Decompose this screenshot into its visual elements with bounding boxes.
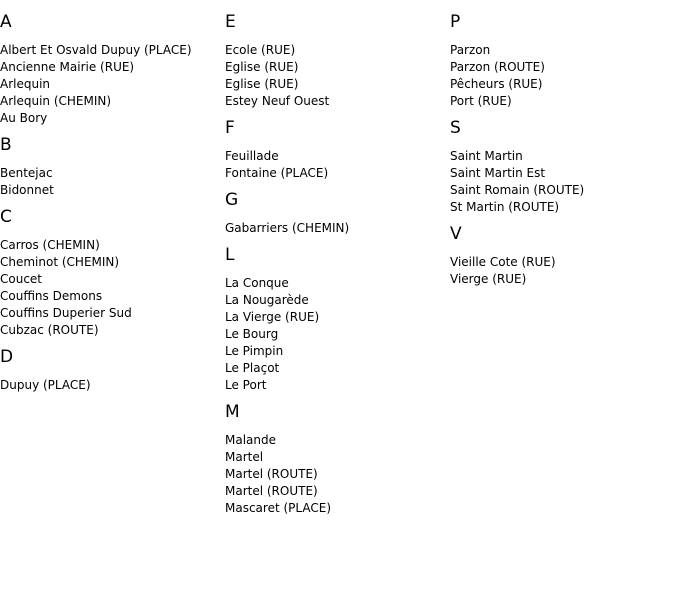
street-link[interactable]: Martel <box>225 450 264 464</box>
column-1 <box>0 12 225 402</box>
street-link[interactable]: Saint Martin Est <box>450 166 546 180</box>
street-link[interactable]: Estey Neuf Ouest <box>225 94 330 108</box>
street-link[interactable]: Saint Romain (ROUTE) <box>450 183 585 197</box>
street-list <box>450 254 675 288</box>
letter-group-d <box>0 347 225 394</box>
street-link[interactable]: Dupuy (PLACE) <box>0 378 91 392</box>
street-link[interactable]: Au Bory <box>0 111 48 125</box>
street-link[interactable]: Vierge (RUE) <box>450 272 527 286</box>
street-link[interactable]: Martel (ROUTE) <box>225 484 318 498</box>
street-link[interactable]: St Martin (ROUTE) <box>450 200 560 214</box>
letter-heading: S <box>450 118 461 138</box>
street-link[interactable]: Bentejac <box>0 166 53 180</box>
letter-group-b <box>0 135 225 199</box>
street-link[interactable]: Arlequin (CHEMIN) <box>0 94 112 108</box>
street-link[interactable]: Albert Et Osvald Dupuy (PLACE) <box>0 43 192 57</box>
letter-group-c <box>0 207 225 339</box>
street-link[interactable]: La Nougarède <box>225 293 309 307</box>
street-link[interactable]: Le Plaçot <box>225 361 280 375</box>
street-list <box>0 377 225 394</box>
street-link[interactable]: Eglise (RUE) <box>225 60 299 74</box>
street-link[interactable]: Fontaine (PLACE) <box>225 166 329 180</box>
column-2 <box>225 12 450 525</box>
street-link[interactable]: Mascaret (PLACE) <box>225 501 332 515</box>
street-link[interactable]: Parzon <box>450 43 491 57</box>
street-link[interactable]: Vieille Cote (RUE) <box>450 255 556 269</box>
letter-group-l <box>225 245 450 394</box>
street-link[interactable]: Martel (ROUTE) <box>225 467 318 481</box>
letter-group-f <box>225 118 450 182</box>
street-list <box>225 148 450 182</box>
letter-heading: G <box>225 190 239 210</box>
street-list <box>0 42 225 127</box>
letter-heading: E <box>225 12 236 32</box>
street-link[interactable]: Le Bourg <box>225 327 279 341</box>
letter-heading: B <box>0 135 12 155</box>
street-index <box>0 12 675 603</box>
letter-heading: C <box>0 207 12 227</box>
letter-heading: F <box>225 118 235 138</box>
street-link[interactable]: Cubzac (ROUTE) <box>0 323 99 337</box>
street-list <box>225 220 450 237</box>
column-3 <box>450 12 675 296</box>
street-link[interactable]: Bidonnet <box>0 183 54 197</box>
street-link[interactable]: La Conque <box>225 276 289 290</box>
letter-group-g <box>225 190 450 237</box>
street-link[interactable]: Ancienne Mairie (RUE) <box>0 60 135 74</box>
street-list <box>450 42 675 110</box>
letter-group-m <box>225 402 450 517</box>
street-link[interactable]: Pêcheurs (RUE) <box>450 77 543 91</box>
street-list <box>225 275 450 394</box>
street-link[interactable]: Ecole (RUE) <box>225 43 296 57</box>
letter-heading: M <box>225 402 240 422</box>
street-link[interactable]: Carros (CHEMIN) <box>0 238 100 252</box>
letter-heading: V <box>450 224 462 244</box>
street-link[interactable]: Parzon (ROUTE) <box>450 60 545 74</box>
letter-group-s <box>450 118 675 216</box>
letter-heading: L <box>225 245 235 265</box>
street-link[interactable]: Saint Martin <box>450 149 523 163</box>
street-list <box>225 432 450 517</box>
street-link[interactable]: Cheminot (CHEMIN) <box>0 255 120 269</box>
street-link[interactable]: Malande <box>225 433 276 447</box>
letter-group-e <box>225 12 450 110</box>
street-link[interactable]: Eglise (RUE) <box>225 77 299 91</box>
street-list <box>450 148 675 216</box>
street-link[interactable]: Port (RUE) <box>450 94 512 108</box>
street-list <box>0 165 225 199</box>
street-list <box>225 42 450 110</box>
street-link[interactable]: Couffins Duperier Sud <box>0 306 132 320</box>
street-link[interactable]: Arlequin <box>0 77 51 91</box>
letter-group-p <box>450 12 675 110</box>
street-list <box>0 237 225 339</box>
letter-group-v <box>450 224 675 288</box>
street-link[interactable]: Le Pimpin <box>225 344 284 358</box>
letter-heading: D <box>0 347 14 367</box>
letter-heading: A <box>0 12 12 32</box>
street-link[interactable]: Gabarriers (CHEMIN) <box>225 221 350 235</box>
street-link[interactable]: Feuillade <box>225 149 279 163</box>
letter-heading: P <box>450 12 461 32</box>
street-link[interactable]: Couffins Demons <box>0 289 103 303</box>
letter-group-a <box>0 12 225 127</box>
street-link[interactable]: Le Port <box>225 378 267 392</box>
street-link[interactable]: La Vierge (RUE) <box>225 310 320 324</box>
street-link[interactable]: Coucet <box>0 272 43 286</box>
